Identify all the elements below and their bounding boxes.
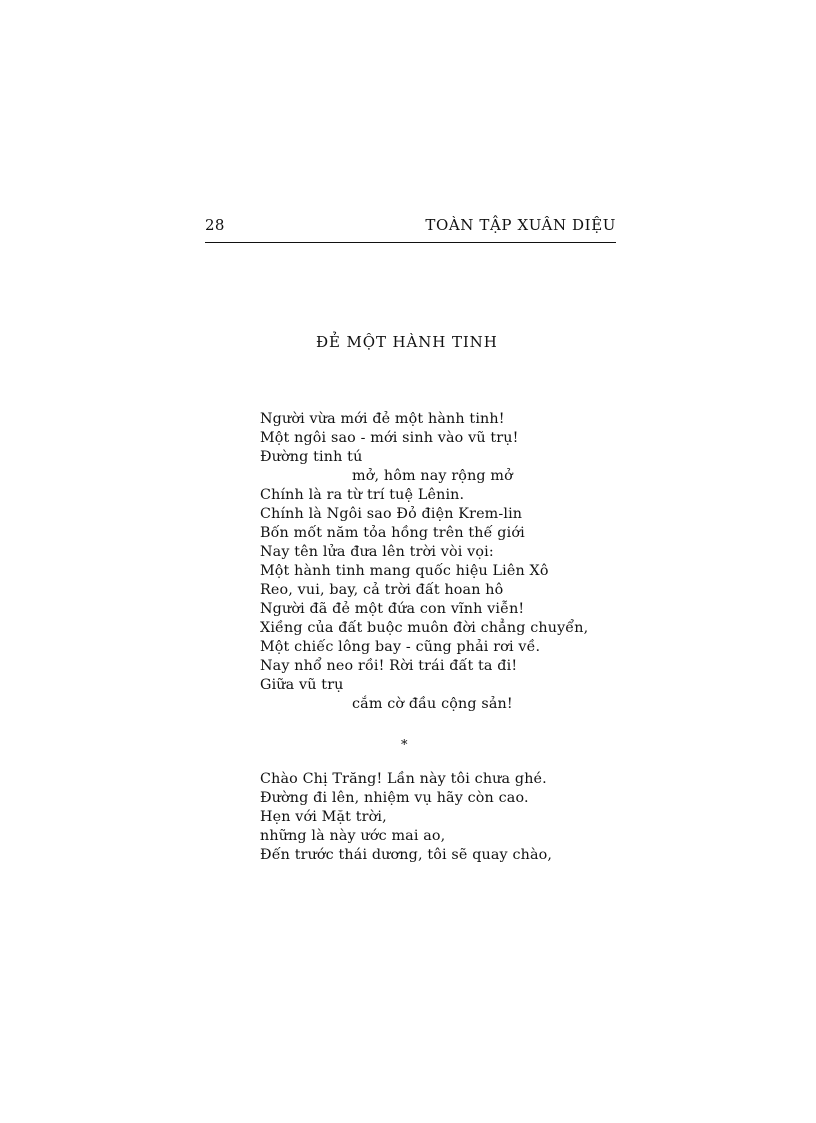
stanza-2 (260, 770, 552, 865)
book-title: TOÀN TẬP XUÂN DIỆU (425, 216, 616, 234)
stanza-1 (260, 410, 588, 714)
poem-line: Người vừa mới đẻ một hành tinh! (260, 411, 505, 427)
poem-line-indented: mở, hôm nay rộng mở (352, 468, 513, 484)
poem-line: Một hành tinh mang quốc hiệu Liên Xô (260, 563, 549, 579)
poem-line: Một chiếc lông bay - cũng phải rơi về. (260, 639, 541, 655)
poem-line: Nay nhổ neo rồi! Rời trái đất ta đi! (260, 658, 518, 674)
poem-line: Đường đi lên, nhiệm vụ hãy còn cao. (260, 790, 529, 806)
poem-line: Nay tên lửa đưa lên trời vòi vọi: (260, 544, 494, 560)
poem-line: Đến trước thái dương, tôi sẽ quay chào, (260, 847, 553, 863)
poem-line: những là này ước mai ao, (260, 828, 446, 844)
poem-line: Chào Chị Trăng! Lần này tôi chưa ghé. (260, 771, 547, 787)
poem-line: Đường tinh tú (260, 449, 363, 465)
poem-line: Giữa vũ trụ (260, 677, 344, 693)
poem-line: Bốn mốt năm tỏa hồng trên thế giới (260, 525, 525, 541)
page-number: 28 (205, 216, 225, 234)
poem-line-indented: cắm cờ đầu cộng sản! (352, 696, 513, 712)
poem-line: Reo, vui, bay, cả trời đất hoan hô (260, 582, 504, 598)
poem-title: ĐẺ MỘT HÀNH TINH (316, 333, 498, 351)
poem-line: Hẹn với Mặt trời, (260, 809, 387, 825)
poem-line: Xiềng của đất buộc muôn đời chẳng chuyển, (260, 620, 589, 636)
stanza-separator: * (401, 738, 408, 753)
poem-line: Chính là Ngôi sao Đỏ điện Krem-lin (260, 506, 523, 522)
poem-line: Chính là ra từ trí tuệ Lênin. (260, 487, 465, 503)
poem-line: Một ngôi sao - mới sinh vào vũ trụ! (260, 430, 519, 446)
running-header (205, 216, 616, 243)
poem-line: Người đã đẻ một đứa con vĩnh viễn! (260, 601, 525, 617)
